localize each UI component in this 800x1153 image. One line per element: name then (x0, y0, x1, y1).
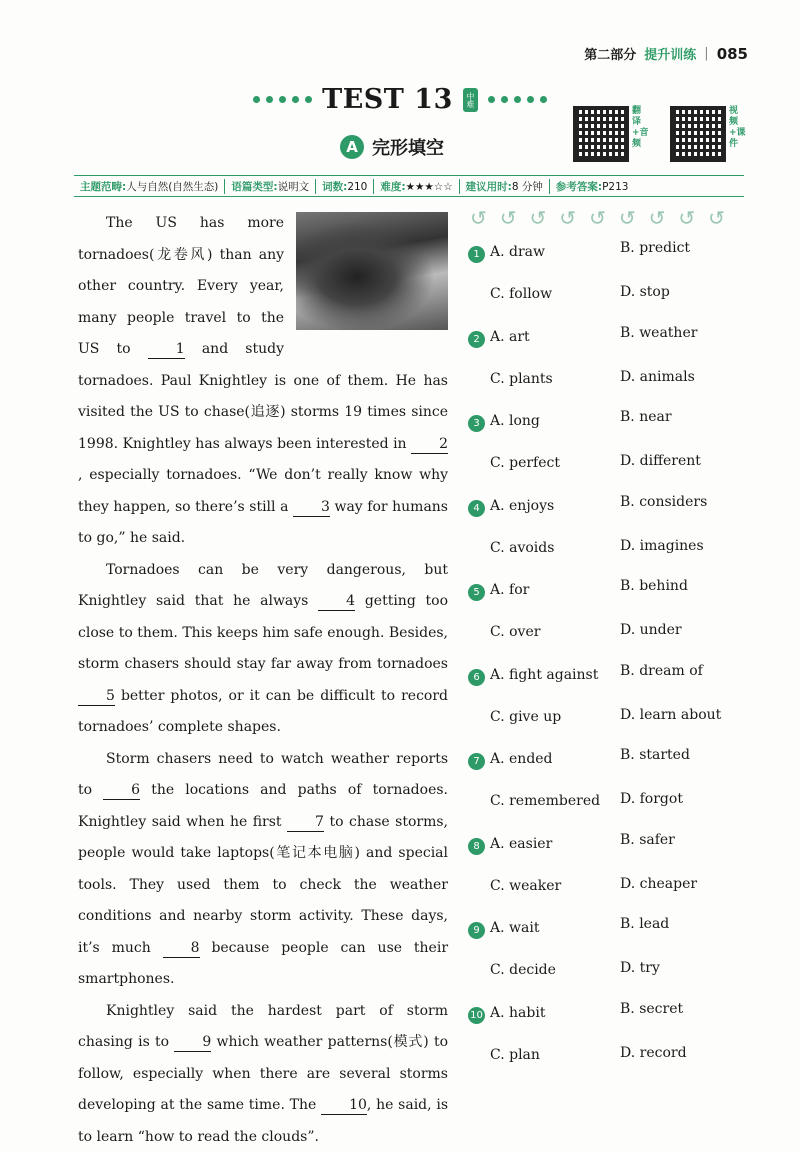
option-d[interactable]: D. forgot (620, 791, 683, 807)
qr-label-translation: 翻译+音频 (632, 106, 642, 150)
option-c[interactable]: C. remembered (490, 793, 600, 809)
section-letter-badge: A (340, 135, 364, 159)
option-c[interactable]: C. plants (490, 371, 553, 387)
option-c[interactable]: C. avoids (490, 540, 554, 556)
page-number: 085 (717, 45, 748, 63)
blank-3[interactable]: 3 (293, 498, 330, 517)
test-title: TEST 13 (322, 84, 453, 115)
option-d[interactable]: D. animals (620, 369, 695, 385)
section-heading (340, 134, 444, 160)
question-5 (468, 576, 758, 661)
options-list (468, 238, 758, 1083)
blank-8[interactable]: 8 (163, 939, 200, 958)
info-bar (74, 175, 744, 197)
right-dots-decoration (488, 96, 547, 103)
option-c[interactable]: C. give up (490, 709, 561, 725)
option-d[interactable]: D. imagines (620, 538, 704, 554)
paragraph-3: Storm chasers need to watch weather reports to 6 the locations and paths of tornadoes. Knightley said when he first 7 to chase storms, people would take laptops(笔记本电脑) and special tools. They used them to check the weather conditions and nearby storm activity. These days, it’s much 8 because people can use their smartphones. (78, 744, 448, 996)
option-d[interactable]: D. try (620, 960, 660, 976)
question-number: 10 (468, 1007, 485, 1024)
option-b[interactable]: B. lead (620, 916, 669, 932)
question-number: 6 (468, 669, 485, 686)
option-c[interactable]: C. decide (490, 962, 556, 978)
option-d[interactable]: D. cheaper (620, 876, 697, 892)
question-number: 8 (468, 838, 485, 855)
part-label: 第二部分 (584, 44, 636, 63)
paragraph-1: The US has more tornadoes(龙卷风) than any other country. Every year, many people travel to the US to 1 and study tornadoes. Paul Knightley is one of them. He has visited the US to chase(追逐) storms 19 times since 1998. Knightley has always been interested in 2, especially tornadoes. “We don’t really know why they happen, so there’s still a 3 way for humans to go,” he said. (78, 208, 448, 555)
info-difficulty: 难度:★★★☆☆ (374, 179, 459, 194)
question-8 (468, 830, 758, 915)
difficulty-tag: 中难 (463, 88, 478, 112)
paragraph-4: Knightley said the hardest part of storm chasing is to 9 which weather patterns(模式) to follow, especially when there are several storms developing at the same time. The 10, he said, is to learn “how to read the clouds”. (78, 996, 448, 1153)
option-a[interactable]: A. art (490, 329, 530, 345)
question-4 (468, 492, 758, 577)
qr-code-translation[interactable] (573, 106, 629, 162)
option-a[interactable]: A. fight against (490, 667, 598, 683)
blank-1[interactable]: 1 (148, 340, 185, 359)
option-c[interactable]: C. perfect (490, 455, 560, 471)
qr-label-video: 视频+课件 (729, 106, 739, 150)
option-a[interactable]: A. for (490, 582, 529, 598)
option-c[interactable]: C. weaker (490, 878, 561, 894)
question-1 (468, 238, 758, 323)
option-c[interactable]: C. follow (490, 286, 552, 302)
option-b[interactable]: B. predict (620, 240, 690, 256)
question-10 (468, 999, 758, 1084)
question-9 (468, 914, 758, 999)
header-separator: | (704, 46, 708, 61)
paragraph-2: Tornadoes can be very dangerous, but Knightley said that he always 4 getting too close to them. This keeps him safe enough. Besides, storm chasers should stay far away from tornadoes 5 better photos, or it can be difficult to record tornadoes’ complete shapes. (78, 555, 448, 744)
info-word-count: 词数:210 (316, 179, 374, 194)
question-number: 9 (468, 922, 485, 939)
question-number: 2 (468, 331, 485, 348)
option-b[interactable]: B. weather (620, 325, 697, 341)
option-c[interactable]: C. plan (490, 1047, 540, 1063)
option-d[interactable]: D. under (620, 622, 682, 638)
question-2 (468, 323, 758, 408)
option-b[interactable]: B. near (620, 409, 672, 425)
option-b[interactable]: B. secret (620, 1001, 683, 1017)
blank-5[interactable]: 5 (78, 687, 115, 706)
option-b[interactable]: B. behind (620, 578, 688, 594)
page-header (584, 44, 748, 63)
blank-9[interactable]: 9 (174, 1033, 211, 1052)
blank-4[interactable]: 4 (318, 592, 355, 611)
section-title: 完形填空 (372, 134, 444, 160)
blank-7[interactable]: 7 (287, 813, 324, 832)
info-time: 建议用时:8 分钟 (460, 179, 550, 194)
question-number: 7 (468, 753, 485, 770)
question-7 (468, 745, 758, 830)
question-number: 3 (468, 415, 485, 432)
option-c[interactable]: C. over (490, 624, 540, 640)
blank-10[interactable]: 10 (321, 1096, 367, 1115)
tornado-photo (296, 212, 448, 330)
info-theme: 主题范畴:人与自然(自然生态) (74, 179, 225, 194)
option-d[interactable]: D. stop (620, 284, 670, 300)
question-6 (468, 661, 758, 746)
option-b[interactable]: B. started (620, 747, 690, 763)
reading-passage (78, 208, 448, 1153)
option-a[interactable]: A. habit (490, 1005, 545, 1021)
option-a[interactable]: A. draw (490, 244, 545, 260)
left-dots-decoration (253, 96, 312, 103)
option-d[interactable]: D. record (620, 1045, 687, 1061)
option-a[interactable]: A. long (490, 413, 540, 429)
option-b[interactable]: B. considers (620, 494, 707, 510)
question-3 (468, 407, 758, 492)
info-answer-key: 参考答案:P213 (550, 179, 635, 194)
option-d[interactable]: D. different (620, 453, 701, 469)
section-label: 提升训练 (644, 44, 696, 63)
option-a[interactable]: A. ended (490, 751, 553, 767)
blank-6[interactable]: 6 (103, 781, 140, 800)
blank-2[interactable]: 2 (411, 435, 448, 454)
option-d[interactable]: D. learn about (620, 707, 721, 723)
question-number: 5 (468, 584, 485, 601)
question-number: 1 (468, 246, 485, 263)
decorative-swirls: ↺ ↺ ↺ ↺ ↺ ↺ ↺ ↺ ↺ (470, 206, 725, 230)
option-b[interactable]: B. dream of (620, 663, 703, 679)
option-a[interactable]: A. wait (490, 920, 539, 936)
option-a[interactable]: A. enjoys (490, 498, 554, 514)
info-genre: 语篇类型:说明文 (225, 179, 316, 194)
option-b[interactable]: B. safer (620, 832, 675, 848)
option-a[interactable]: A. easier (490, 836, 552, 852)
question-number: 4 (468, 500, 485, 517)
qr-code-video[interactable] (670, 106, 726, 162)
